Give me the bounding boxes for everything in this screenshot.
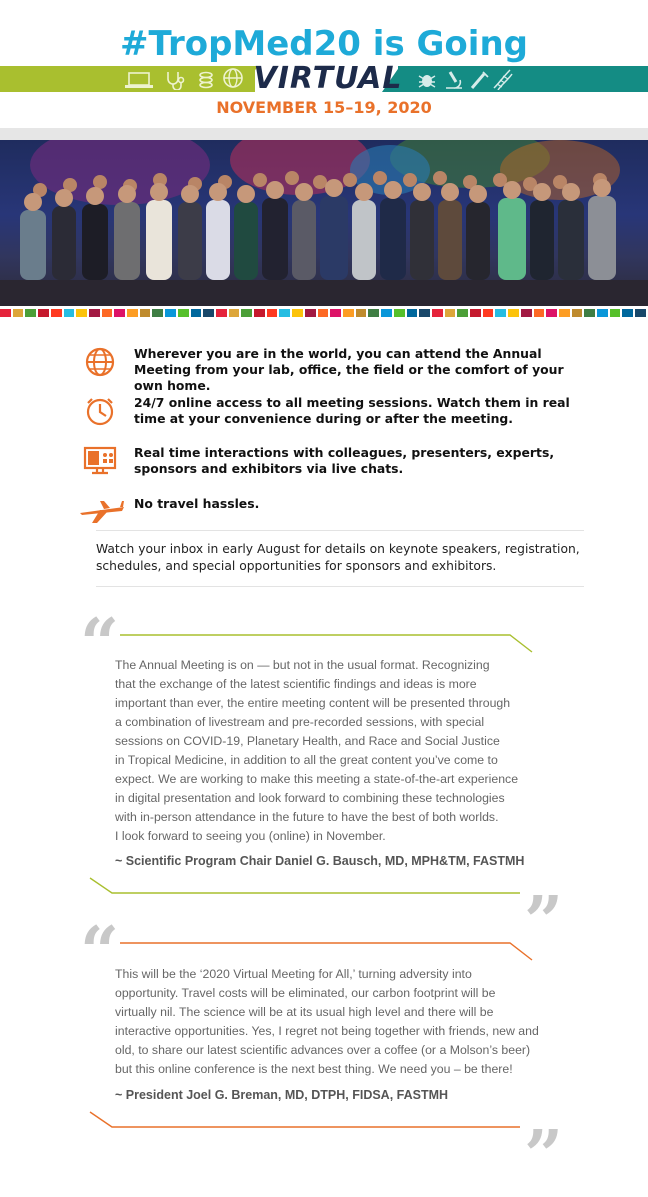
quote-attribution: ~ Scientific Program Chair Daniel G. Bausch, MD, MPH&TM, FASTMH	[115, 854, 525, 868]
quote-line: in digital presentation and look forward to combining these technologies	[115, 791, 505, 805]
quote-line: opportunity. Travel costs will be eliminated, our carbon footprint will be	[115, 986, 496, 1000]
virtual-wordmark: VIRTUAL	[253, 61, 403, 96]
open-quote-icon: “	[80, 604, 120, 684]
feature-text: Real time interactions with colleagues, presenters, experts, sponsors and exhibitors via live chats.	[134, 445, 555, 476]
quote-line: with in-person attendance in the future to have the best of both worlds.	[115, 810, 499, 824]
quote-line: This will be the ‘2020 Virtual Meeting for All,’ turning adversity into	[115, 967, 472, 981]
feature-text: 24/7 online access to all meeting sessions. Watch them in real time at your convenience during or after the meeting.	[134, 395, 570, 426]
quote-line: that the exchange of the latest scientific findings and ideas is more	[115, 677, 477, 691]
quote-line: virtually nil. The science will be at its usual high level and there will be	[115, 1005, 494, 1019]
quote-line: a combination of livestream and pre-recorded sessions, with special	[115, 715, 485, 729]
quote-line: but this online conference is the next best thing. We need you – be there!	[115, 1062, 513, 1076]
quote-line: expect. We are working to make this meeting a state-of-the-art experience	[115, 772, 519, 786]
quote-attribution: ~ President Joel G. Breman, MD, DTPH, FIDSA, FASTMH	[115, 1088, 449, 1102]
inbox-note: Watch your inbox in early August for details on keynote speakers, registration, schedules, and special opportunities for sponsors and exhibitors.	[96, 542, 580, 573]
quote-line: interactive opportunities. Yes, I regret not being together with friends, new and	[115, 1024, 539, 1038]
quote-line: old, to share our latest scientific advances over a coffee (or a Molson’s beer)	[115, 1043, 531, 1057]
quote-line: important than ever, the entire meeting content will be presented through	[115, 696, 511, 710]
open-quote-icon: “	[80, 912, 120, 992]
close-quote-icon: ”	[524, 1116, 564, 1196]
quote-body	[115, 656, 535, 846]
quote-line: I look forward to seeing you (online) in November.	[115, 829, 386, 843]
quote-body	[115, 965, 555, 1079]
feature-text: Wherever you are in the world, you can attend the Annual Meeting from your lab, office, the field or the comfort of your own home.	[134, 346, 564, 393]
event-dates: NOVEMBER 15–19, 2020	[216, 98, 432, 117]
headline: #TropMed20 is Going	[120, 24, 528, 64]
close-quote-icon: ”	[524, 882, 564, 962]
feature-text: No travel hassles.	[134, 496, 260, 511]
quote-line: in Tropical Medicine, in addition to all the great content you’ve come to	[115, 753, 498, 767]
quote-line: The Annual Meeting is on — but not in the usual format. Recognizing	[115, 658, 490, 672]
quote-line: sessions on COVID-19, Planetary Health, and Race and Social Justice	[115, 734, 500, 748]
